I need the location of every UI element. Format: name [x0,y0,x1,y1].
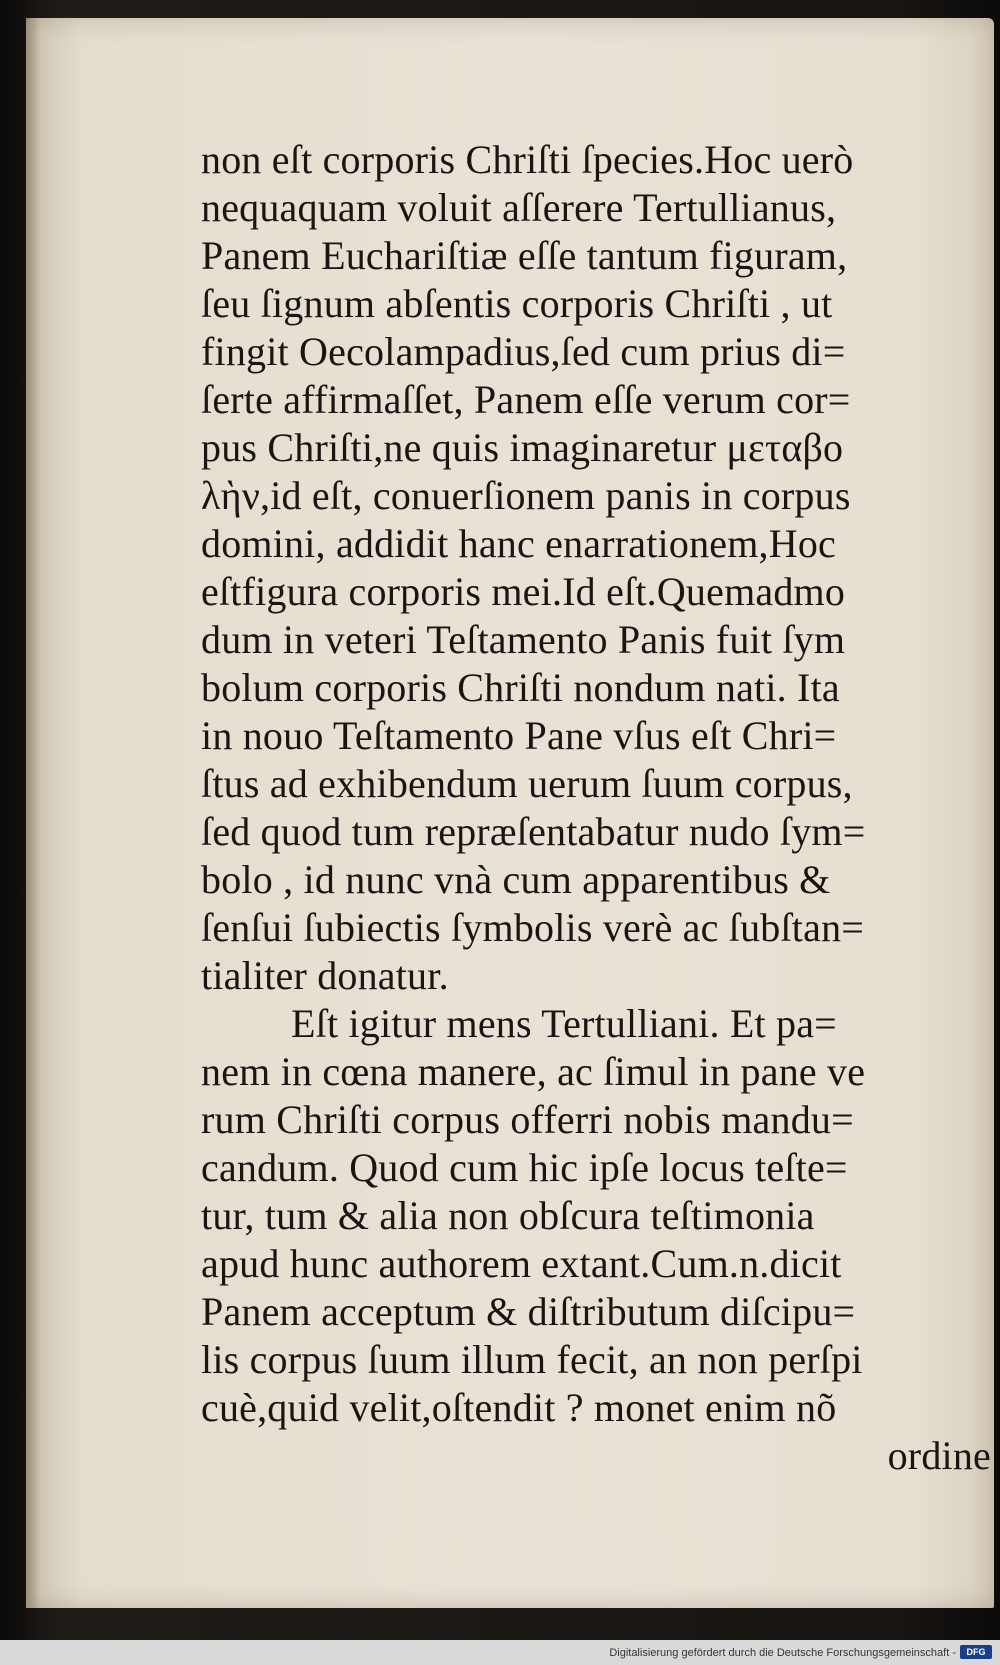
text-line: bolo , id nunc vnà cum apparentibus & [201,857,831,902]
text-line: tialiter donatur. [201,953,449,998]
text-line: in nouo Teſtamento Pane vſus eſt Chri= [201,713,837,758]
dfg-logo: DFG [960,1645,992,1659]
text-line: lis corpus ſuum illum fecit, an non perſpi [201,1337,863,1382]
text-line: non eſt corporis Chriſti ſpecies.Hoc uerò [201,137,854,182]
text-line: Panem Euchariſtiæ eſſe tantum figuram, [201,233,848,278]
text-line: ſed quod tum repræſentabatur nudo ſym= [201,809,866,854]
paragraph-start-line: Eſt igitur mens Tertulliani. Et pa= [291,1001,837,1046]
catchword: ordine [887,1433,991,1478]
text-line: λὴν,id eſt, conuerſionem panis in corpus [201,473,851,518]
text-line: ſerte affirmaſſet, Panem eſſe verum cor= [201,377,851,422]
text-block [201,136,991,1480]
text-line: pus Chriſti,ne quis imaginaretur μεταβο [201,425,844,470]
text-line: bolum corporis Chriſti nondum nati. Ita [201,665,840,710]
text-line: cuè,quid velit,oſtendit ? monet enim nõ [201,1385,837,1430]
page-spine-shadow [26,18,40,1608]
text-line: fingit Oecolampadius,ſed cum prius di= [201,329,846,374]
text-line: dum in veteri Teſtamento Panis fuit ſym [201,617,846,662]
book-page [26,18,994,1608]
text-line: domini, addidit hanc enarrationem,Hoc [201,521,836,566]
text-line: tur, tum & alia non obſcura teſtimonia [201,1193,815,1238]
text-line: apud hunc authorem extant.Cum.n.dicit [201,1241,842,1286]
text-line: rum Chriſti corpus offerri nobis mandu= [201,1097,854,1142]
text-line: eſtfigura corporis mei.Id eſt.Quemadmo [201,569,846,614]
text-line: ſtus ad exhibendum uerum ſuum corpus, [201,761,853,806]
funding-credit: Digitalisierung gefördert durch die Deutsche Forschungsgemeinschaft - [609,1647,956,1659]
text-line: nem in cœna manere, ac ſimul in pane ve [201,1049,866,1094]
text-line: nequaquam voluit aſſerere Tertullianus, [201,185,837,230]
text-line: candum. Quod cum hic ipſe locus teſte= [201,1145,848,1190]
text-line: ſenſui ſubiectis ſymbolis verè ac ſubſtan= [201,905,865,950]
text-line: ſeu ſignum abſentis corporis Chriſti , ut [201,281,833,326]
text-line: Panem acceptum & diſtributum diſcipu= [201,1289,856,1334]
